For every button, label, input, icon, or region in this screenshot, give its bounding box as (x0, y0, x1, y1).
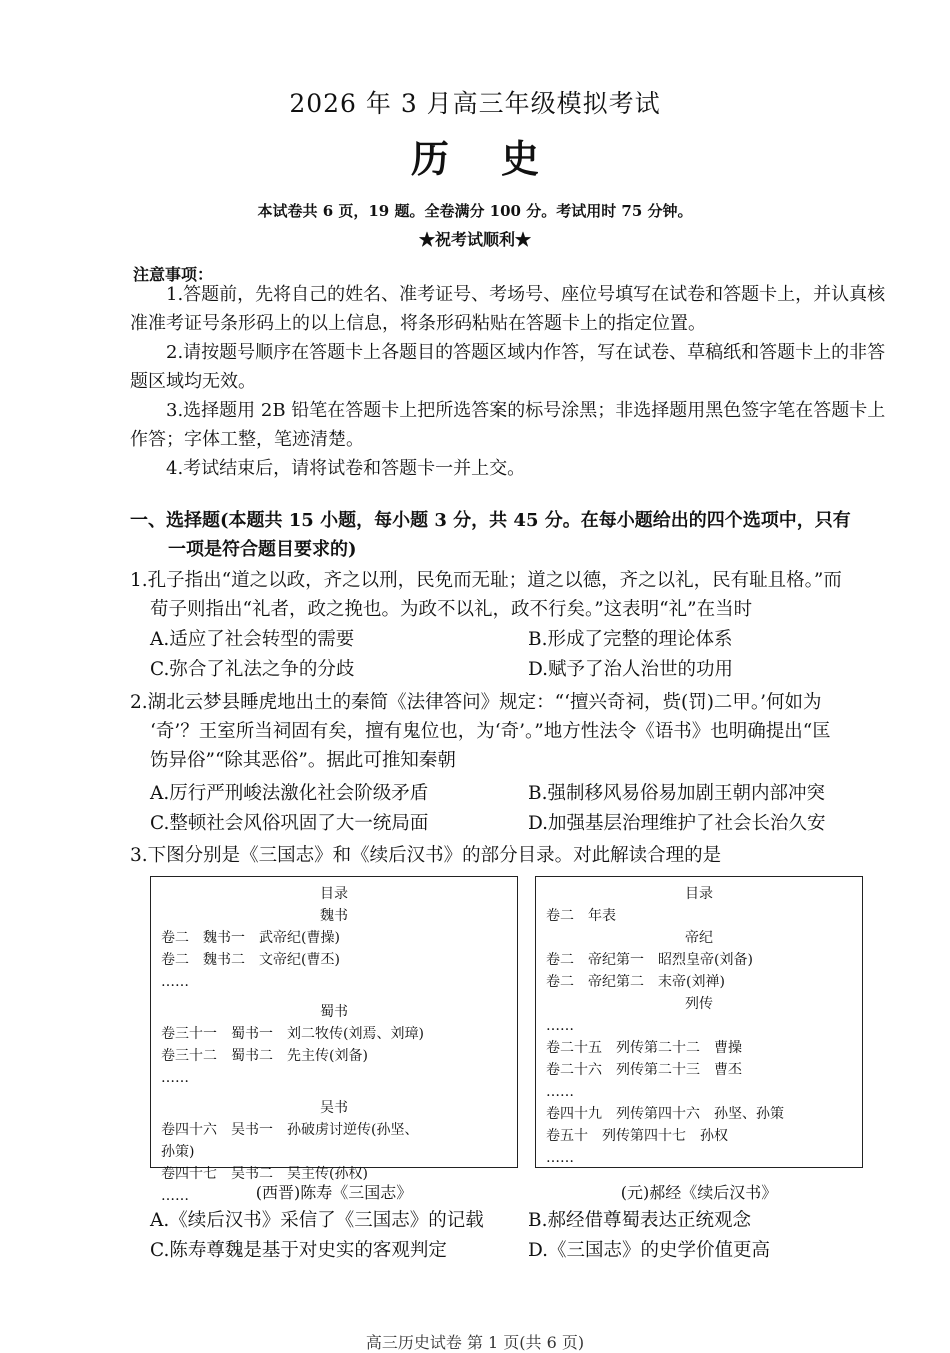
page-footer: 高三历史试卷 第 1 页(共 6 页) (365, 1333, 585, 1352)
section-heading (130, 506, 905, 564)
toc-diji-heading: 帝纪 (685, 930, 713, 946)
notice-item: 1.答题前，先将自己的姓名、准考证号、考场号、座位号填写在试卷和答题卡上，并认真核准准考证号条形码上的以上信息，将条形码粘贴在答题卡上的指定位置。 (130, 284, 886, 334)
question-1-line-1: 1.孔子指出“道之以政，齐之以刑，民免而无耻；道之以德，齐之以礼，民有耻且格。”而 (130, 570, 842, 591)
notice-item: 4.考试结束后，请将试卷和答题卡一并上交。 (166, 458, 526, 479)
toc-line: 卷二 年表 (546, 908, 616, 924)
notice-list (130, 280, 900, 483)
q1-option-b: B.形成了完整的理论体系 (528, 629, 733, 650)
q3-option-a: A.《续后汉书》采信了《三国志》的记载 (150, 1210, 484, 1231)
question-1-options (150, 625, 910, 685)
q3-option-b: B.郝经借尊蜀表达正统观念 (528, 1210, 751, 1231)
toc-line: 卷三十一 蜀书一 刘二牧传(刘焉、刘璋) (161, 1026, 424, 1042)
notice-item: 2.请按题号顺序在答题卡上各题目的答题区域内作答，写在试卷、草稿纸和答题卡上的非答题区域均无效。 (130, 342, 886, 392)
question-3-options (150, 1206, 910, 1266)
toc-line: 孙策) (161, 1144, 195, 1160)
toc-ellipsis: …… (546, 1150, 574, 1166)
toc-wei-heading: 魏书 (320, 908, 348, 924)
toc-title: 目录 (685, 886, 713, 902)
toc-ellipsis: …… (161, 1070, 189, 1086)
exam-title: 2026 年 3 月高三年级模拟考试 (289, 89, 661, 118)
toc-line: 卷五十 列传第四十七 孙权 (546, 1128, 728, 1144)
notice-item: 3.选择题用 2B 铅笔在答题卡上把所选答案的标号涂黑；非选择题用黑色签字笔在答题卡上作答；字体工整，笔迹清楚。 (130, 400, 886, 450)
good-luck-banner: ★祝考试顺利★ (418, 230, 531, 249)
toc-line: 卷二 魏书一 武帝纪(曹操) (161, 930, 340, 946)
toc-line: 卷二 帝纪第一 昭烈皇帝(刘备) (546, 952, 753, 968)
question-3-stem: 3.下图分别是《三国志》和《续后汉书》的部分目录。对此解读合理的是 (130, 845, 722, 866)
question-2-line-3: 饬异俗”“除其恶俗”。据此可推知秦朝 (150, 750, 456, 771)
toc-shu-heading: 蜀书 (320, 1004, 348, 1020)
xuhouhanshu-toc-box (535, 876, 863, 1168)
toc-ellipsis: …… (161, 974, 189, 990)
toc-liezhuan-heading: 列传 (685, 996, 713, 1012)
exam-info: 本试卷共 6 页，19 题。全卷满分 100 分。考试用时 75 分钟。 (257, 202, 693, 220)
q1-option-a: A.适应了社会转型的需要 (150, 629, 355, 650)
toc-line: 卷二十五 列传第二十二 曹操 (546, 1040, 742, 1056)
notice-heading: 注意事项： (133, 265, 214, 284)
toc-line: 卷二十六 列传第二十三 曹丕 (546, 1062, 742, 1078)
section-heading-line-2: 一项是符合题目要求的) (168, 539, 357, 560)
q2-option-d: D.加强基层治理维护了社会长治久安 (528, 813, 826, 834)
toc-title: 目录 (320, 886, 348, 902)
question-1-stem (130, 566, 905, 624)
toc-line: 卷三十二 蜀书二 先主传(刘备) (161, 1048, 368, 1064)
q2-option-a: A.厉行严刑峻法激化社会阶级矛盾 (150, 783, 429, 804)
toc-line: 卷四十六 吴书一 孙破虏讨逆传(孙坚、 (161, 1122, 419, 1138)
xuhouhanshu-caption: (元)郝经《续后汉书》 (620, 1183, 778, 1202)
question-2-line-1: 2.湖北云梦县睡虎地出土的秦简《法律答问》规定：“‘擅兴奇祠，赀(罚)二甲。’何如为 (130, 692, 822, 713)
subject-char-1: 历 (410, 136, 449, 181)
q3-option-c: C.陈寿尊魏是基于对史实的客观判定 (150, 1240, 447, 1261)
sanguozhi-caption: (西晋)陈寿《三国志》 (255, 1183, 413, 1202)
toc-ellipsis: …… (546, 1018, 574, 1034)
q3-option-d: D.《三国志》的史学价值更高 (528, 1240, 771, 1261)
q2-option-b: B.强制移风易俗易加剧王朝内部冲突 (528, 783, 825, 804)
toc-line: 卷四十七 吴书二 吴主传(孙权) (161, 1166, 368, 1182)
subject-char-2: 史 (501, 136, 540, 181)
toc-line: 卷二 帝纪第二 末帝(刘禅) (546, 974, 725, 990)
q2-option-c: C.整顿社会风俗巩固了大一统局面 (150, 813, 429, 834)
toc-ellipsis: …… (546, 1084, 574, 1100)
q1-option-c: C.弥合了礼法之争的分歧 (150, 659, 355, 680)
question-2-stem (130, 688, 905, 775)
toc-wu-heading: 吴书 (320, 1100, 348, 1116)
subject-title (0, 128, 950, 183)
question-2-options (150, 779, 910, 839)
question-2-line-2: ‘奇’？王室所当祠固有矣，擅有鬼位也，为‘奇’。”地方性法令《语书》也明确提出“匡 (150, 721, 831, 742)
toc-line: 卷四十九 列传第四十六 孙坚、孙策 (546, 1106, 784, 1122)
toc-line: 卷二 魏书二 文帝纪(曹丕) (161, 952, 340, 968)
section-heading-line-1: 一、选择题(本题共 15 小题，每小题 3 分，共 45 分。在每小题给出的四个选项中，只有 (130, 510, 851, 531)
question-1-line-2: 荀子则指出“礼者，政之挽也。为政不以礼，政不行矣。”这表明“礼”在当时 (150, 599, 753, 620)
toc-ellipsis: …… (161, 1188, 189, 1204)
q1-option-d: D.赋予了治人治世的功用 (528, 659, 734, 680)
